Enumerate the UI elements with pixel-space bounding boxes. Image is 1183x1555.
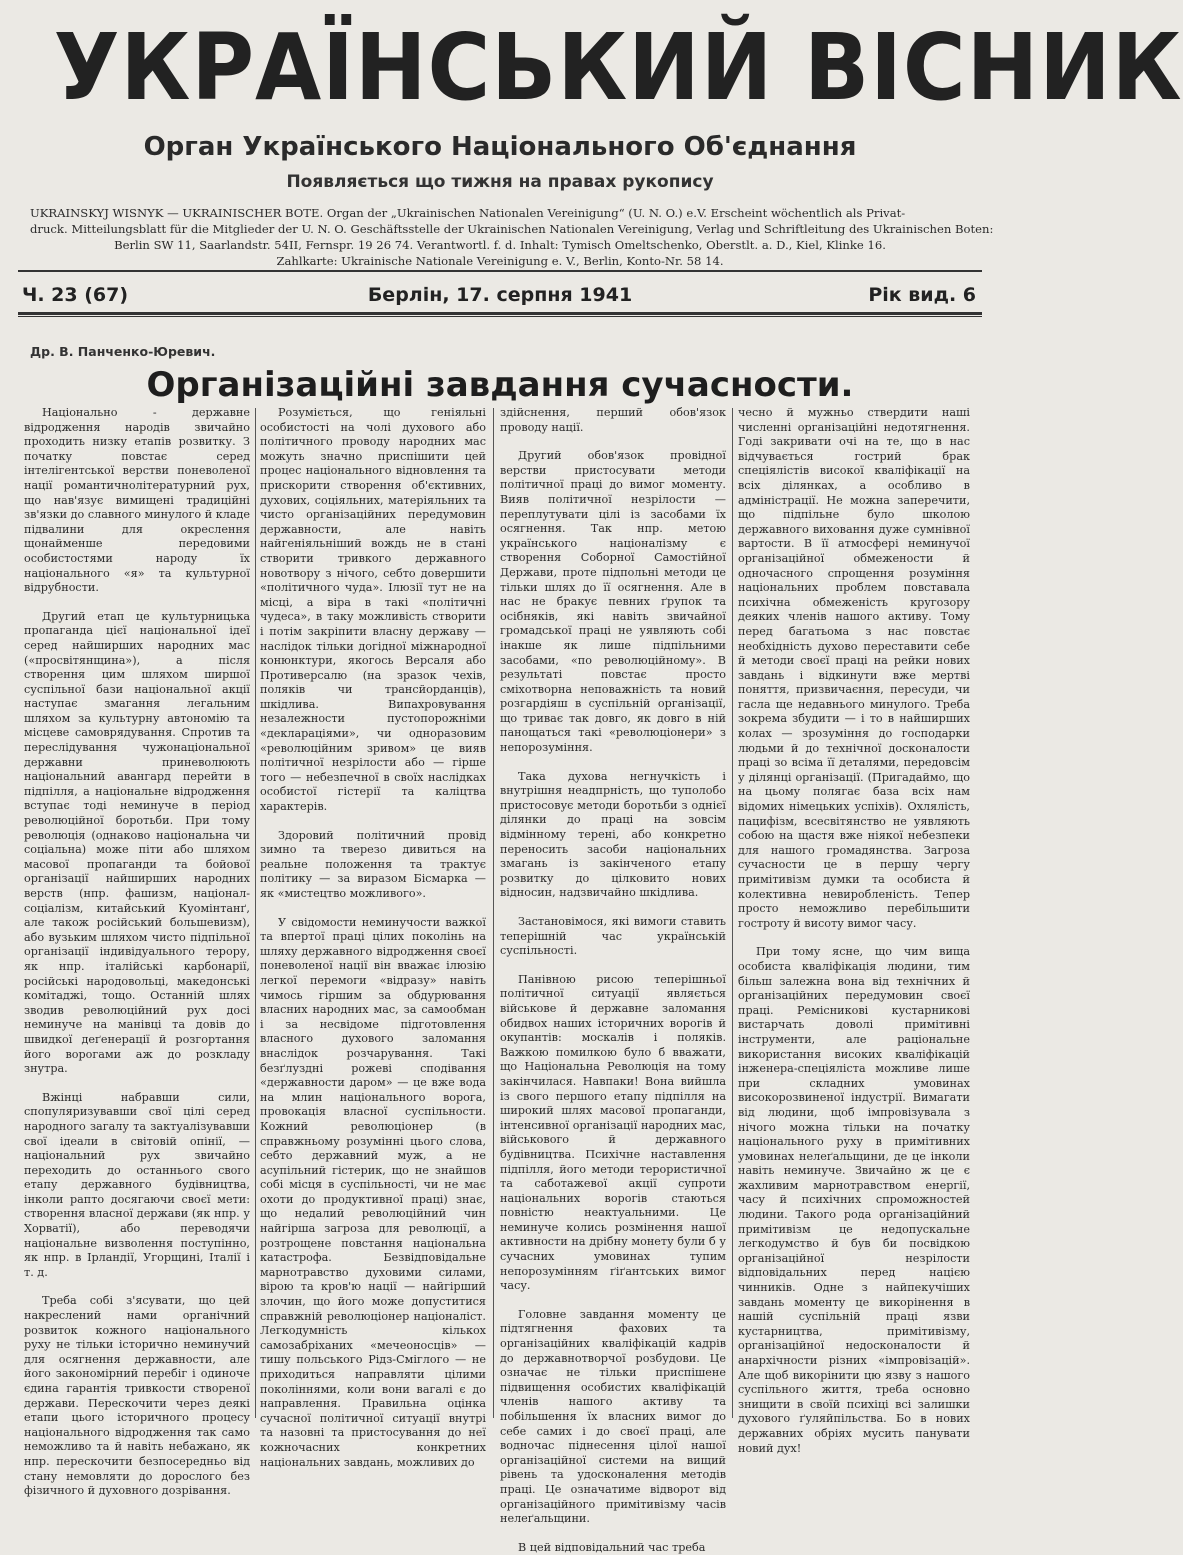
article-title: Організаційні завдання сучасности. <box>146 365 854 405</box>
issue-number: Ч. 23 (67) <box>22 284 129 306</box>
divider <box>18 316 982 317</box>
article-paragraph: Національно - державне відродження народів звичайно проходить низку етапів розвитку. З початку повстає серед інтелігентської верстви поневоленої нації романтичнолітературний рух, що нав'язує вимищені традиційні зв'язки до славного минулого й кладе підвалини для окреслення щонайменше передовими особистостями народу їх національного «я» та культурної відрубности. <box>24 406 250 595</box>
column-divider <box>732 408 733 1418</box>
imprint-line: Zahlkarte: Ukrainische Nationale Vereinigung e. V., Berlin, Konto-Nr. 58 14. <box>276 254 724 268</box>
article-paragraph: При тому ясне, що чим вища особиста кваліфікація людини, тим більш залежна вона від технічних й організаційних передумовин своєї праці. Ремісникові кустарникові вистарчать доволі примітивні інструменти, але раціональне використання високих кваліфікацій інженера-спеціяліста можливе лише при складних умовинах високорозвиненої індустрії. Вимагати від людини, щоб імпровізувала з нічого можна тільки на початку національного руху в примітивних умовинах нелеґальщини, де це інколи навіть неминуче. Звичайно ж це є жахливим марнотравством енергії, часу й психічних спроможностей людини. Такого рода організаційний примітивізм це недопускальне легкодумство й був би посвідкою організаційної незрілости відповідальних перед нацією чинників. Одне з найпекучіших завдань моменту це викорінення в нашій суспільній праці язви кустарництва, примітивізму, організаційної недосконалости й анархічности різних «імпровізацій». Але щоб викорінити цю язву з нашого суспільного життя, треба основно знищити в своїй психіці всі залишки духового ґуляйпільства. Бо в нових державних обріях мусить панувати новий дух! <box>738 945 970 1455</box>
divider <box>18 270 982 272</box>
column-divider <box>255 408 256 1418</box>
imprint-line: Berlin SW 11, Saarlandstr. 54II, Fernspr. 19 26 74. Verantwortl. f. d. Inhalt: Tymisch Omeltschenko, Oberstlt. a. D., Kiel, Klinke 16. <box>114 238 886 252</box>
article-paragraph: В цей відповідальний час треба <box>518 1540 706 1554</box>
article-paragraph: чесно й мужньо ствердити наші численні організаційні недотягнення. Годі закривати очі на те, що в нас відчувається гострий брак спеціялістів високої кваліфікації на всіх ділянках, а особливо в адміністрації. Не можна заперечити, що підпільне було школою державного виховання дуже сумнівної вартости. В її атмосфері неминучої організаційної обмежености й одночасного спрощення розуміння національних проблем повставала психічна обмеженість кругозору деяких членів нашого активу. Тому перед багатьома з нас повстає необхідність духово переставити себе й методи своєї праці на рейки нових завдань і відкинути вже мертві поняття, призвичаєння, пересуди, чи гасла ще недавнього минулого. Треба зокрема збудити — і то в найширших колах — зрозуміння до господарки людьми й до технічної досконалости праці зо всіма її деталями, передовсім у ділянці організації. (Пригадаймо, що на цьому полягає база всіх нам відомих німецьких успіхів). Охлялість, пацифізм, всесвітянство не уявляють собою на щастя вже ніякої небезпеки для нашого громадянства. Загроза сучасности це в першу чергу примітивізм думки та особиста й колективна невиробленість. Тепер просто неможливо перебільшити гостроту й висоту вимог часу. <box>738 406 970 930</box>
masthead-title: УКРАЇНСЬКИЙ ВІСНИК <box>53 14 1183 121</box>
article-paragraph: Здоровий політичний провід зимно та тверезо дивиться на реальне положення та трактує політику — за виразом Бісмарка — як «мистецтво можливого». <box>260 828 486 900</box>
article-author: Др. В. Панченко-Юревич. <box>30 344 216 359</box>
article-paragraph: Головне завдання моменту це підтягнення фахових та організаційних кваліфікацій кадрів до державнотворчої розбудови. Це означає не тільки приспішене підвищення особистих кваліфікацій членів нашого активу та побільшення їх власних вимог до себе самих і до своєї праці, але водночас піднесення цілої нашої організаційної системи на вищий рівень та удосконалення методів праці. Це означатиме відворот від організаційного примітивізму часів нелеґальщини. <box>500 1307 726 1526</box>
imprint-line: UKRAINSKYJ WISNYK — UKRAINISCHER BOTE. Organ der „Ukrainischen Nationalen Vereinigung“ (U. N. O.) e.V. Erscheint wöchentlich als Privat- <box>30 206 906 220</box>
column-divider <box>493 408 494 1418</box>
article-column-2 <box>260 406 486 1469</box>
article-column-1 <box>24 406 250 1498</box>
article-paragraph: Така духова негнучкість і внутрішня неадпрність, що туполобо пристосовує методи боротьби з однієї ділянки до праці на зовсім відмінному терені, або конкретно переносить засоби національних змагань із закінченого етапу розвитку до цілковито нових відносин, надзвичайно шкідлива. <box>500 769 726 900</box>
issue-date: Берлін, 17. серпня 1941 <box>367 284 633 306</box>
issue-year: Рік вид. 6 <box>868 284 976 306</box>
article-paragraph: Треба собі з'ясувати, що цей накреслений нами органічний розвиток кожного національного руху не тільки історично неминучий для осягнення державности, але його закономірний перебіг і одиноче єдина гарантія тривкости створеної держави. Перескочити через деякі етапи цього історичного процесу національного відродження так само неможливо та й навіть небажано, як нпр. перескочити безпосередньо від стану немовляти до дорослого без фізичного й духовного дозрівання. <box>24 1294 250 1498</box>
article-paragraph: Застановімося, які вимоги ставить теперішній час українській суспільності. <box>500 915 726 958</box>
divider <box>18 312 982 315</box>
article-paragraph: здійснення, перший обов'язок проводу нації. <box>500 406 726 434</box>
article-paragraph: Другий обов'язок провідної верстви пристосувати методи політичної праці до вимог моменту. Вияв політичної незрілости — переплутувати цілі із засобами їх осягнення. Так нпр. метою українського націоналізму є створення Соборної Самостійної Держави, проте підпольні методи це тільки шлях до її осягнення. Але в нас не бракує певних ґрупок та осібняків, які навіть звичайної громадської праці не уявляють собі інакше як лише підпільними засобами, «по революційному». В результаті повстає просто сміхотворна неповажність та новий розгардіяш в суспільній організації, що триває так довго, як довго в ній панощаться такі «революціонери» з непорозуміння. <box>500 449 726 755</box>
imprint-line: druck. Mitteilungsblatt für die Mitglieder der U. N. O. Geschäftsstelle der Ukrainischen Nationalen Vereinigung, Verlag und Schriftleitung des Ukrainischen Boten: <box>30 222 994 236</box>
article-paragraph: Розуміється, що геніяльні особистості на чолі духового або політичного проводу народних мас можуть значно приспішити цей процес національного відновлення та прискорити створення об'єктивних, духових, соціяльних, матеріяльних та чисто організаційних передумовин державности, але навіть найгеніяльніший вождь не в стані створити тривкого державного новотвору з нічого, себто довершити «політичного чуда». Ілюзії тут не на місці, а віра в такі «політичні чудеса», в таку можливість створити і потім закріпити власну державу — наслідок тільки догідної міжнародної конюнктури, якогось Версаля або Противерсалю (на зразок чехів, поляків чи трансйорданців), шкідлива. Випахровування незалежности пустопорожніми «деклараціями», чи одноразовим «революційним зривом» це вияв політичної незрілости або — гірше того — небезпечної в своїх наслідках особистої гістерії та каліцтва характерів. <box>260 406 486 814</box>
imprint-block <box>30 205 994 269</box>
article-paragraph: Другий етап це культурницька пропаганда цієї національної ідеї серед найширших народних мас («просвітянщина»), а після створення цим шляхом ширшої суспільної бази національної акції наступає змагання легальним шляхом за культурну автономію та місцеве самоврядування. Спротив та переслідування чужонаціональної державни приневолюють національний авангард перейти в підпілля, а національне відродження вступає тоді неминуче в період революційної боротьби. При тому революція (однаково національна чи соціальна) може піти або шляхом масової пропаганди та бойової організації найширших народних верств (нпр. фашизм, націонал-соціалізм, китайський Куомінтанґ, але також російський большевизм), або вузьким шляхом чисто підпільної організації індивідуального терору, як нпр. італійські карбонарії, російські народовольці, македонські комітаджі, тощо. Останній шлях зводив революційний рух досі неминуче на манівці та довів до швидкої деґенерації й розгортання його ворогами аж до розкладу знутра. <box>24 609 250 1076</box>
article-paragraph: Вжінці набравши сили, спопуляризувавши свої цілі серед народного загалу та зактуалізувавши свої ідеали в світовій опінії, — національний рух звичайно переходить до останнього свого етапу державного будівництва, інколи рапто досягаючи своєї мети: створення власної держави (як нпр. у Хорватії), або переводячи національне визволення поступінно, як нпр. в Ірландії, Угорщині, Італії і т. д. <box>24 1090 250 1279</box>
article-column-4 <box>738 406 970 1455</box>
article-column-3 <box>500 406 726 1554</box>
article-paragraph: У свідомости неминучости важкої та впертої праці цілих поколінь на шляху державного відродження своєї поневоленої нації він вважає ілюзію легкої перемоги «відразу» навіть чимось гіршим за обдурювання власних народних мас, за самообман і за несвідоме підготовлення власного духового заломання внаслідок розчарування. Такі безґлуздні рожеві сподівання «державности даром» — це вже вода на млин національного ворога, провокація власної суспільности. Кожний революціонер (в справжньому розумінні цього слова, себто державний муж, а не асупільний гістерик, що не знайшов собі місця в суспільності, чи не має охоти до продуктивної праці) знає, що недалий революційний чин найгірша загроза для революції, а розтрощене повстання національна катастрофа. Безвідповідальне марнотравство духовими силами, вірою та кров'ю нації — найгірший злочин, що його може допуститися справжній революціонер націоналіст. Легкодумність кількох самозабріханих «мечеоносців» — тишу польського Рідз-Сміглого — не приходиться направляти цілими поколіннями, коли вони вагалі є до направлення. Правильна оцінка сучасної політичної ситуації внутрі та назовні та пристосування до неї кожночасних конкретних національних завдань, можливих до <box>260 915 486 1469</box>
masthead-tagline: Появляється що тижня на правах рукопису <box>286 172 714 192</box>
article-paragraph: Панівною рисою теперішньої політичної ситуації являється військове й державне заломання обидвох наших історичних ворогів й окупантів: москалів і поляків. Важкою помилкою було б вважати, що Національна Революція на тому закінчилася. Навпаки! Вона вийшла із свого першого етапу підпілля на широкий шлях масової пропаганди, інтенсивної організації народних мас, військового й державного будівництва. Психічне наставлення підпілля, його методи терористичної та саботажевої акції супроти національних ворогів стаються повністю неактуальними. Це неминуче колись розмінення нашої активности на дрібну монету були б у сучасних умовинах тупим непорозумінням ґіґантських вимог часу. <box>500 972 726 1293</box>
masthead-subtitle: Орган Українського Національного Об'єднання <box>143 132 857 162</box>
